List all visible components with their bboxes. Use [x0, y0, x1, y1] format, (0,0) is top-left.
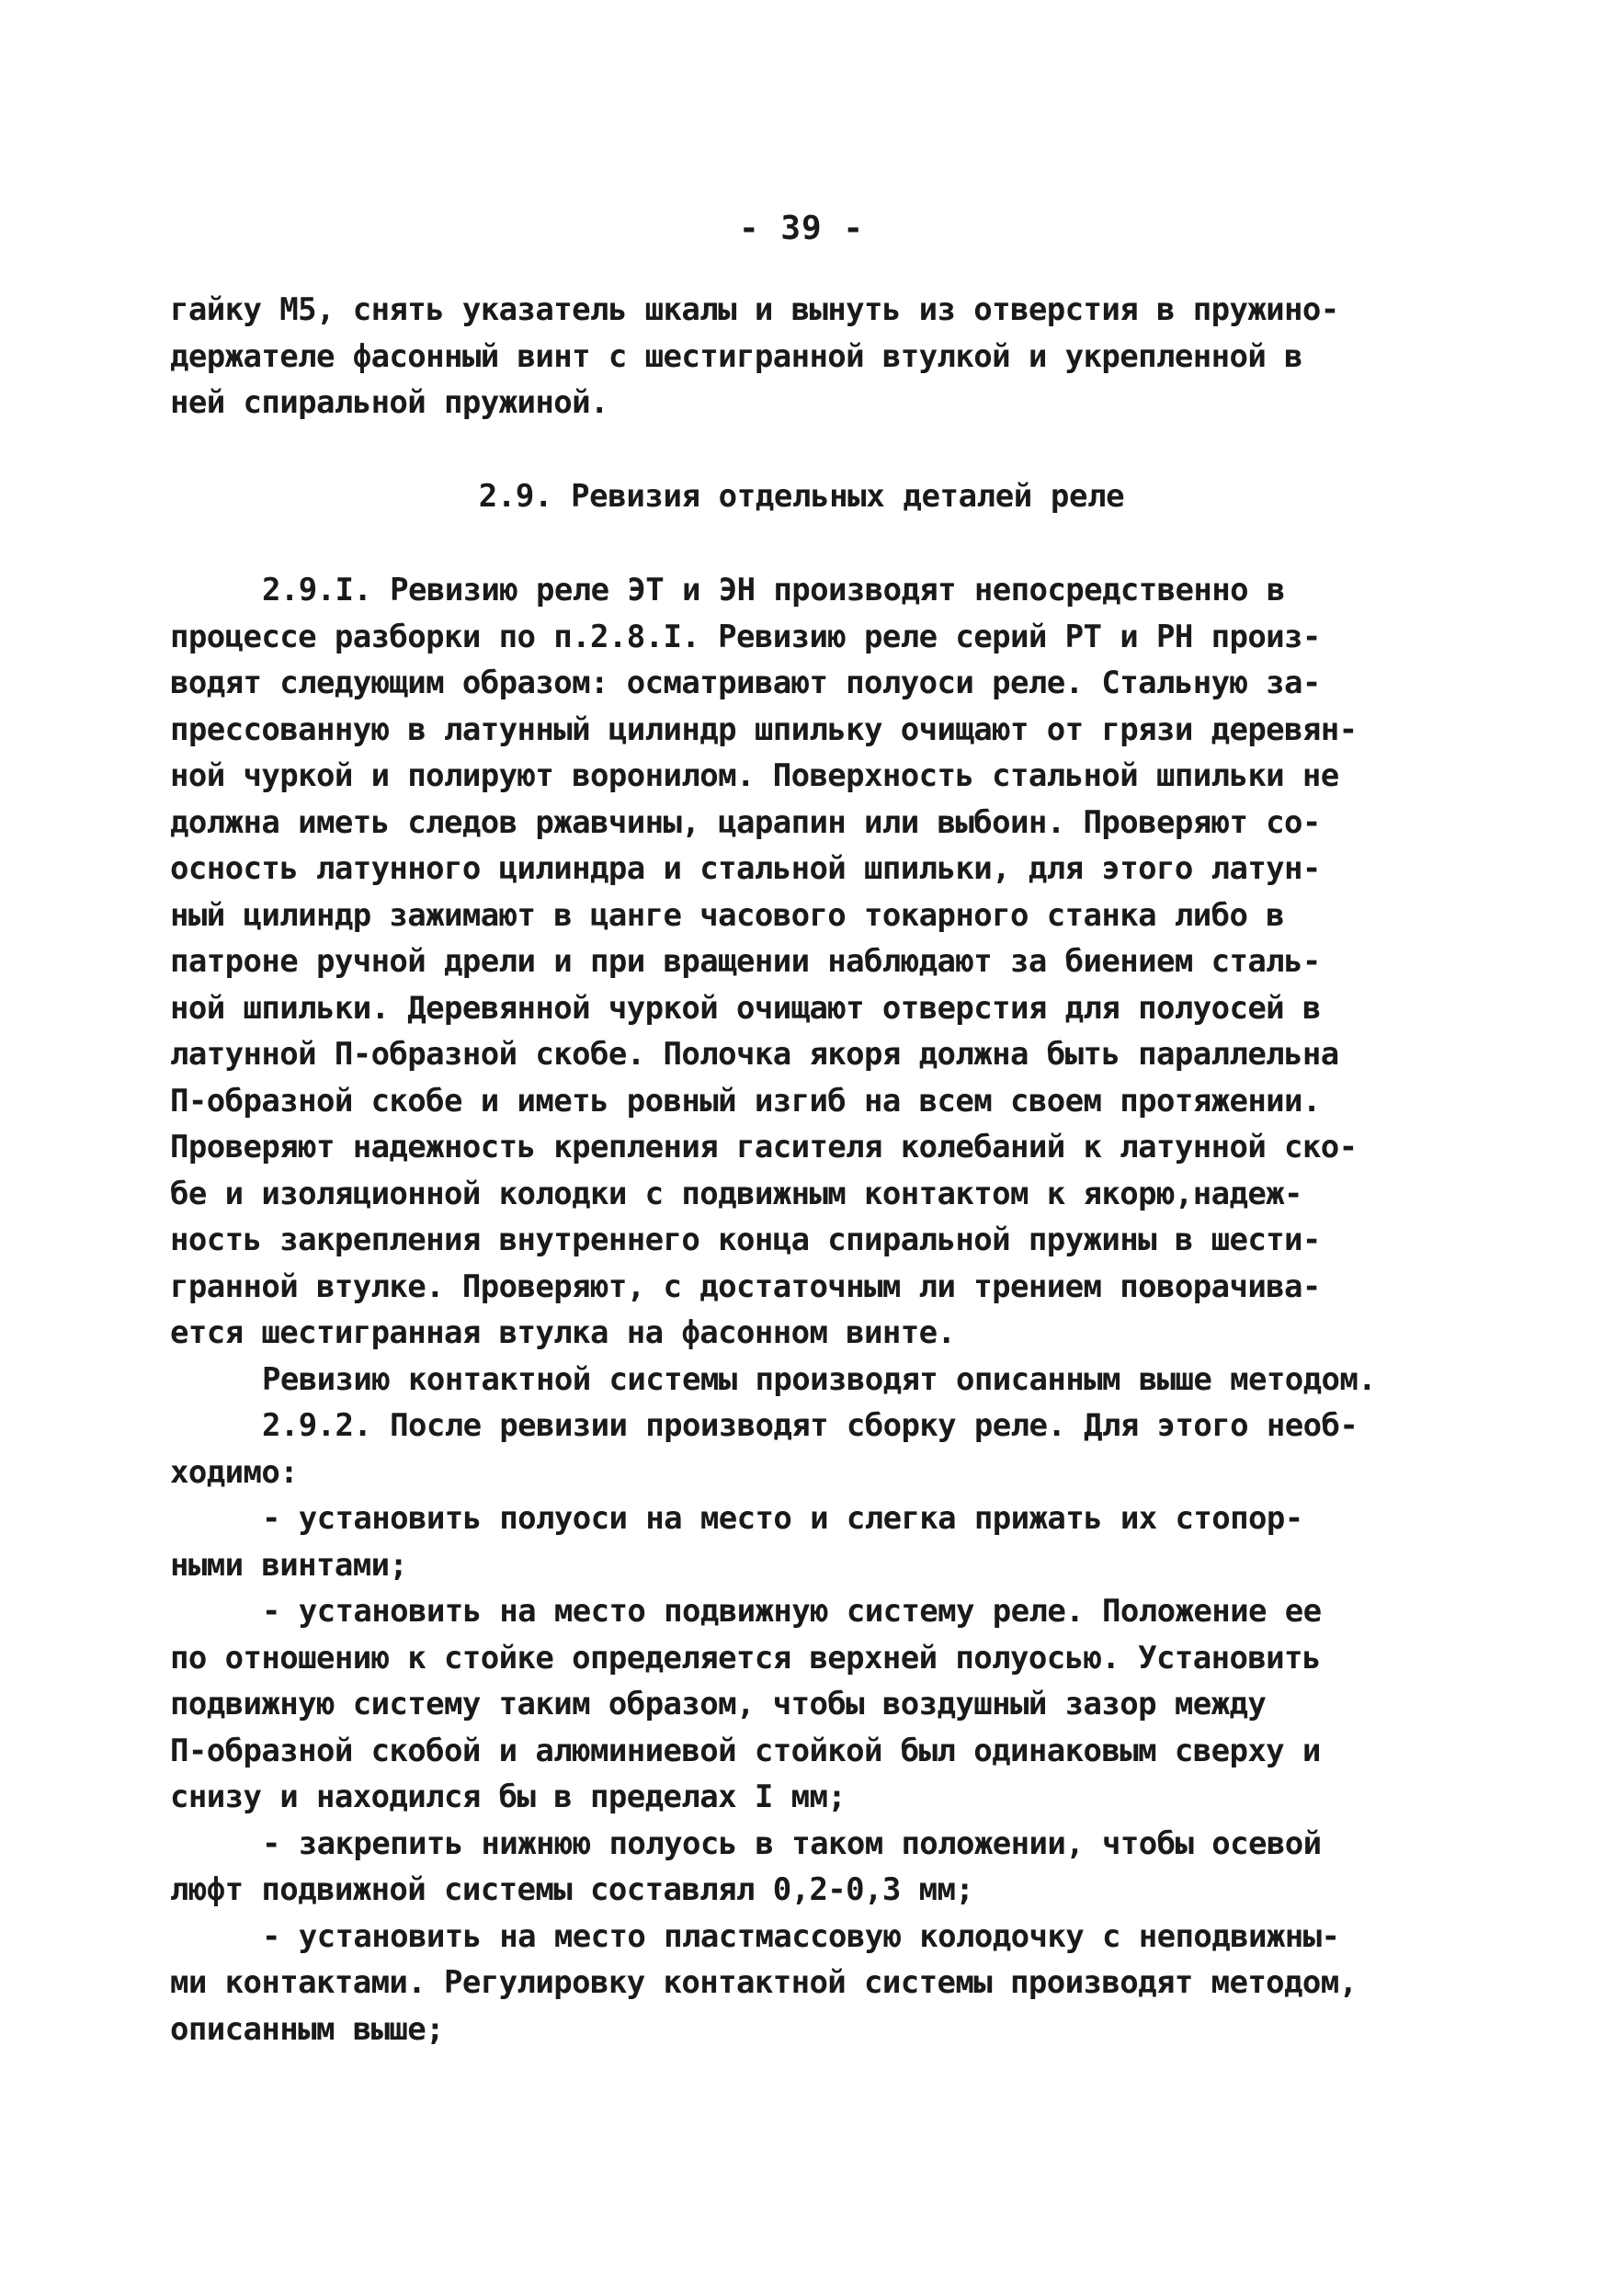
text-line: 2.9.I. Ревизию реле ЭТ и ЭН производят непосредственно в [262, 572, 1285, 608]
text-line: П-образной скобе и иметь ровный изгиб на всем своем протяжении. [170, 1082, 1321, 1120]
text-line: по отношению к стойке определяется верхней полуосью. Установить [170, 1639, 1321, 1677]
page-number: - 39 - [738, 210, 865, 247]
text-line: латунной П-образной скобе. Полочка якоря должна быть параллельна [170, 1036, 1339, 1073]
text-line: Ревизию контактной системы производят описанным выше методом. [262, 1360, 1377, 1398]
text-line: - установить полуоси на место и слегка прижать их стопор- [262, 1500, 1303, 1537]
text-line: бе и изоляционной колодки с подвижным контактом к якорю,надеж- [170, 1175, 1302, 1212]
text-line: подвижную систему таким образом, чтобы воздушный зазор между [170, 1686, 1267, 1722]
text-line: ми контактами. Регулировку контактной системы производят методом, [170, 1964, 1358, 2001]
text-line: гайку М5, снять указатель шкалы и вынуть из отверстия в пружино- [170, 291, 1339, 328]
text-line: снизу и находился бы в пределах I мм; [170, 1779, 847, 1815]
text-line: описанным выше; [170, 2010, 445, 2048]
text-line: ной шпильки. Деревянной чуркой очищают отверстия для полуосей в [170, 989, 1321, 1027]
text-line: Проверяют надежность крепления гасителя колебаний к латунной ско- [170, 1129, 1358, 1165]
intro-paragraph [170, 287, 1402, 426]
text-line: прессованную в латунный цилиндр шпильку очищают от грязи деревян- [170, 710, 1358, 748]
text-line: водят следующим образом: осматривают полуоси реле. Стальную за- [170, 665, 1321, 701]
text-line: 2.9.2. После ревизии производят сборку реле. Для этого необ- [262, 1407, 1359, 1444]
text-line: - закрепить нижнюю полуось в таком положении, чтобы осевой [262, 1824, 1322, 1862]
text-line: ный цилиндр зажимают в цанге часового токарного станка либо в [170, 896, 1285, 934]
text-line: ется шестигранная втулка на фасонном винте. [170, 1314, 956, 1351]
text-line: гранной втулке. Проверяют, с достаточным ли трением поворачива- [170, 1267, 1321, 1305]
section-body [170, 567, 1402, 2052]
text-line: патроне ручной дрели и при вращении наблюдают за биением сталь- [170, 943, 1321, 980]
text-line: процессе разборки по п.2.8.I. Ревизию реле серий РТ и РН произ- [170, 618, 1321, 655]
text-line: должна иметь следов ржавчины, царапин или выбоин. Проверяют со- [170, 803, 1321, 841]
text-line: люфт подвижной системы составлял 0,2-0,3 мм; [170, 1871, 974, 1908]
text-line: ной чуркой и полируют воронилом. Поверхность стальной шпильки не [170, 757, 1339, 794]
text-line: ными винтами; [170, 1546, 408, 1584]
text-line: ность закрепления внутреннего конца спиральной пружины в шести- [170, 1222, 1321, 1258]
text-line: - установить на место подвижную систему реле. Положение ее [262, 1593, 1322, 1630]
text-line: держателе фасонный винт с шестигранной втулкой и укрепленной в [170, 337, 1302, 375]
text-line: - установить на место пластмассовую колодочку с неподвижны- [262, 1917, 1340, 1955]
text-line: осность латунного цилиндра и стальной шпильки, для этого латун- [170, 850, 1321, 887]
text-line: ней спиральной пружиной. [170, 384, 608, 421]
text-line: П-образной скобой и алюминиевой стойкой был одинаковым сверху и [170, 1732, 1321, 1769]
text-line: ходимо: [170, 1453, 299, 1491]
section-heading: 2.9. Ревизия отдельных деталей реле [478, 478, 1125, 515]
